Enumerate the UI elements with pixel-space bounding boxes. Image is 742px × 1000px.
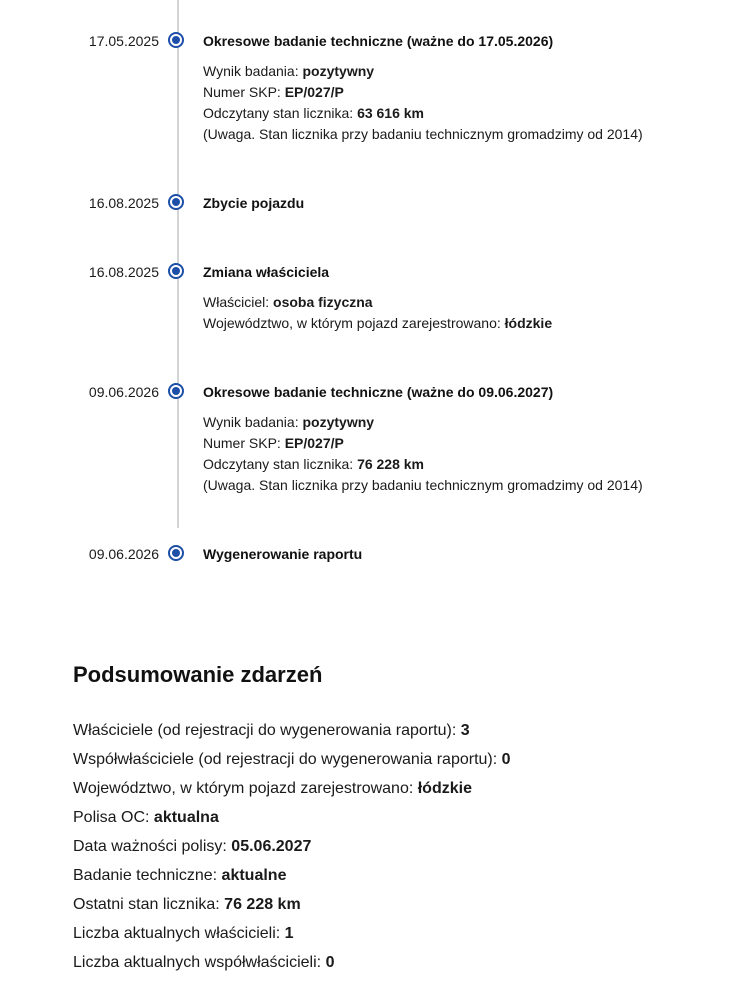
- summary-item: [73, 919, 713, 948]
- detail-line: [203, 433, 643, 454]
- event-details: [203, 412, 643, 496]
- detail-value: pozytywny: [302, 414, 375, 430]
- summary-title: Podsumowanie zdarzeń: [73, 662, 323, 687]
- summary-value: 3: [460, 722, 470, 739]
- detail-line: [203, 412, 643, 433]
- summary-label: Data ważności polisy:: [73, 838, 232, 855]
- detail-label: Numer SKP:: [203, 435, 285, 451]
- detail-note: (Uwaga. Stan licznika przy badaniu technicznym gromadzimy od 2014): [203, 477, 643, 493]
- summary-value: 05.06.2027: [231, 838, 312, 855]
- detail-label: Numer SKP:: [203, 84, 285, 100]
- event-date: 17.05.2025: [88, 33, 159, 49]
- detail-value: 63 616 km: [357, 105, 425, 121]
- summary-value: 1: [284, 925, 294, 942]
- event-date: 16.08.2025: [88, 264, 159, 280]
- summary-label: Liczba aktualnych współwłaścicieli:: [73, 954, 326, 971]
- summary-label: Liczba aktualnych właścicieli:: [73, 925, 285, 942]
- summary-label: Polisa OC:: [73, 809, 154, 826]
- event-details: [203, 292, 552, 334]
- event-date: 09.06.2026: [88, 546, 159, 562]
- timeline-dot-icon: [168, 263, 184, 279]
- detail-line: [203, 124, 643, 145]
- detail-value: EP/027/P: [284, 84, 344, 100]
- event-title: Wygenerowanie raportu: [203, 546, 363, 562]
- summary-label: Właściciele (od rejestracji do wygenerowania raportu):: [73, 722, 461, 739]
- detail-label: Wynik badania:: [203, 63, 303, 79]
- timeline-dot-icon: [168, 194, 184, 210]
- detail-line: [203, 475, 643, 496]
- event-date: 09.06.2026: [88, 384, 159, 400]
- detail-label: Województwo, w którym pojazd zarejestrowano:: [203, 315, 505, 331]
- detail-value: osoba fizyczna: [273, 294, 373, 310]
- detail-label: Odczytany stan licznika:: [203, 456, 358, 472]
- summary-item: [73, 861, 713, 890]
- summary-item: [73, 716, 713, 745]
- summary-item: [73, 774, 713, 803]
- detail-line: [203, 82, 643, 103]
- detail-label: Odczytany stan licznika:: [203, 105, 358, 121]
- event-title: Okresowe badanie techniczne (ważne do 17.05.2026): [203, 33, 554, 49]
- detail-line: [203, 292, 552, 313]
- summary-value: łódzkie: [417, 780, 472, 797]
- summary-item: [73, 803, 713, 832]
- summary-value: 0: [325, 954, 335, 971]
- detail-line: [203, 454, 643, 475]
- summary-value: aktualna: [153, 809, 219, 826]
- event-details: [203, 61, 643, 145]
- summary-label: Badanie techniczne:: [73, 867, 222, 884]
- event-title: Zmiana właściciela: [203, 264, 330, 280]
- detail-value: 76 228 km: [357, 456, 425, 472]
- summary-value: aktualne: [221, 867, 287, 884]
- detail-note: (Uwaga. Stan licznika przy badaniu technicznym gromadzimy od 2014): [203, 126, 643, 142]
- detail-line: [203, 61, 643, 82]
- detail-value: EP/027/P: [284, 435, 344, 451]
- detail-label: Wynik badania:: [203, 414, 303, 430]
- summary-value: 76 228 km: [224, 896, 301, 913]
- summary-value: 0: [501, 751, 511, 768]
- summary-label: Ostatni stan licznika:: [73, 896, 225, 913]
- detail-value: pozytywny: [302, 63, 375, 79]
- timeline-dot-icon: [168, 383, 184, 399]
- events-summary: [73, 660, 713, 977]
- event-title: Okresowe badanie techniczne (ważne do 09.06.2027): [203, 384, 554, 400]
- timeline-dot-icon: [168, 545, 184, 561]
- timeline-dot-icon: [168, 32, 184, 48]
- event-title: Zbycie pojazdu: [203, 195, 305, 211]
- event-date: 16.08.2025: [88, 195, 159, 211]
- summary-item: [73, 890, 713, 919]
- summary-item: [73, 832, 713, 861]
- summary-label: Współwłaściciele (od rejestracji do wygenerowania raportu):: [73, 751, 502, 768]
- summary-label: Województwo, w którym pojazd zarejestrowano:: [73, 780, 418, 797]
- summary-item: [73, 948, 713, 977]
- detail-value: łódzkie: [504, 315, 553, 331]
- detail-line: [203, 313, 552, 334]
- detail-label: Właściciel:: [203, 294, 274, 310]
- summary-item: [73, 745, 713, 774]
- detail-line: [203, 103, 643, 124]
